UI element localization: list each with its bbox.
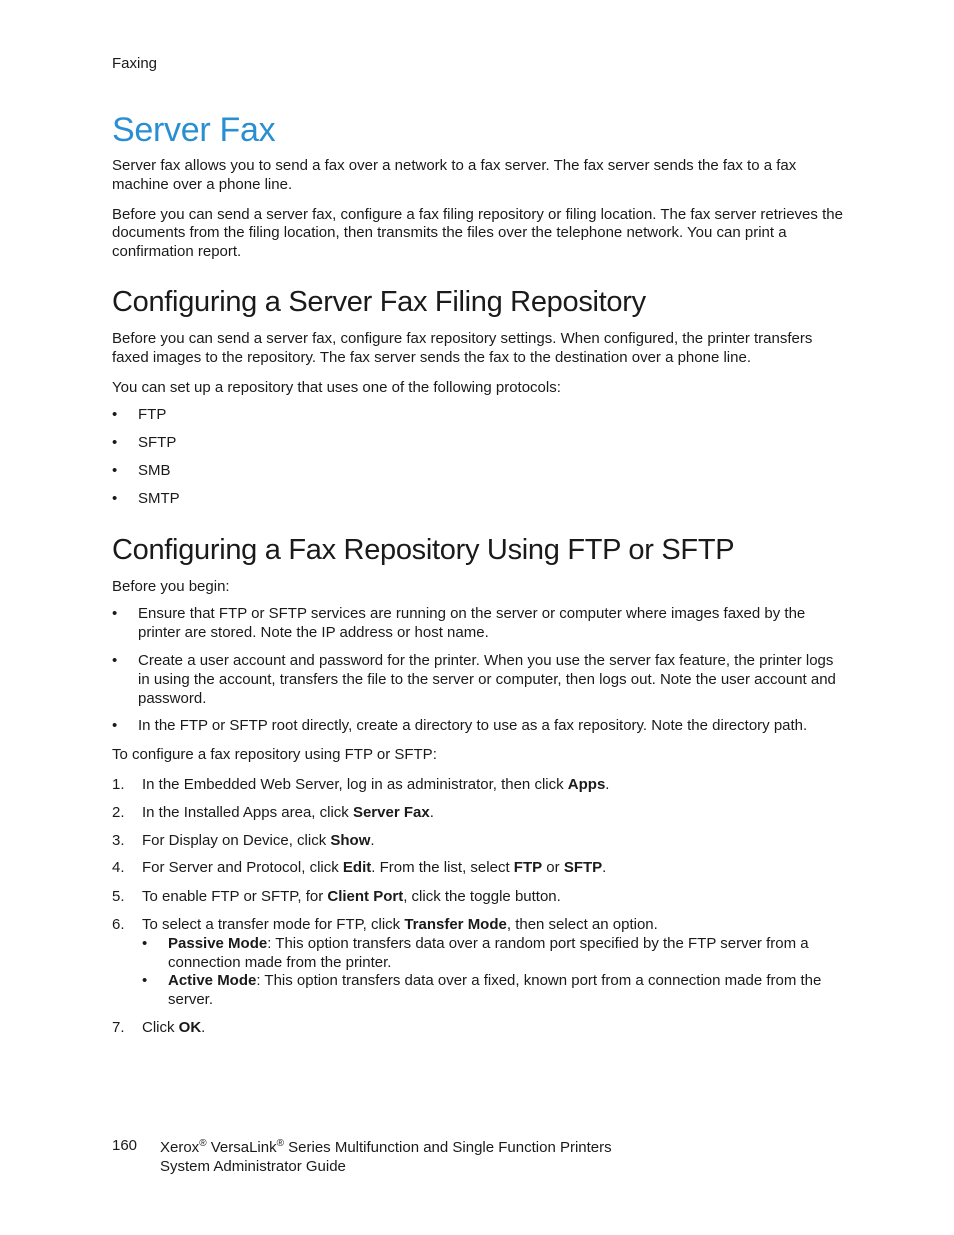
step-number: 5. [112, 888, 125, 906]
intro-paragraph-2: Before you can send a server fax, configure a fax filing repository or filing location. The fax server retrieves the documents from the filing location, then transmits the files over the telephone network. You can print a confirmation report. [112, 205, 843, 261]
ui-term: Passive Mode [168, 934, 268, 952]
step-text: Click [142, 1018, 179, 1036]
step-text: or [542, 859, 564, 877]
intro-paragraph-1: Server fax allows you to send a fax over a network to a fax server. The fax server sends the fax to a fax machine over a phone line. [112, 157, 797, 193]
step-number: 2. [112, 803, 125, 821]
list-item-prereq: • Ensure that FTP or SFTP services are running on the server or computer where images faxed by the printer are stored. Note the IP address or host name. [112, 605, 847, 643]
list-item-protocol: • SMB [112, 462, 847, 481]
before-you-begin: Before you begin: [112, 577, 230, 595]
mode-description: : This option transfers data over a random port specified by the FTP server from a connection made from the printer. [168, 934, 809, 971]
ui-term: OK [178, 1018, 202, 1036]
step-text: For Server and Protocol, click [142, 859, 343, 877]
step-text: . [201, 1018, 206, 1036]
registered-mark: ® [276, 1138, 284, 1149]
running-header: Faxing [112, 55, 158, 72]
list-item-mode [142, 935, 847, 973]
step-item [112, 1019, 847, 1038]
page-number: 160 [112, 1137, 138, 1154]
step-number: 4. [112, 859, 125, 877]
transfer-mode-list [142, 935, 847, 1010]
step-item [112, 832, 847, 851]
product-series: Series Multifunction and Single Function Printers [283, 1139, 612, 1156]
step-text: For Display on Device, click [142, 831, 331, 849]
step-number: 7. [112, 1018, 125, 1036]
step-text: , click the toggle button. [403, 888, 561, 906]
to-configure-intro: To configure a fax repository using FTP or SFTP: [112, 746, 437, 764]
step-item [112, 776, 847, 795]
ui-term: Edit [342, 859, 372, 877]
step-list [112, 776, 847, 1038]
document-title [160, 1138, 612, 1176]
protocol-list [112, 406, 847, 508]
step-text: In the Installed Apps area, click [142, 803, 353, 821]
page-title: Server Fax [112, 111, 276, 149]
ui-term: Active Mode [168, 972, 257, 990]
ui-term: Server Fax [352, 803, 430, 821]
step-text: . [602, 859, 607, 877]
ui-term: Show [330, 831, 371, 849]
ui-term: Transfer Mode [404, 915, 507, 933]
section1-paragraph-1: Before you can send a server fax, configure fax repository settings. When configured, the printer transfers faxed images to the repository. The fax server sends the fax to the destination over a phone line. [112, 329, 813, 366]
ui-term: FTP [513, 859, 543, 877]
section-heading-filing-repository: Configuring a Server Fax Filing Repository [112, 285, 646, 318]
list-item-mode [142, 972, 847, 1010]
ui-term: Apps [567, 775, 606, 793]
step-text: . [605, 775, 610, 793]
list-item-protocol: • SMTP [112, 490, 847, 509]
step-item [112, 916, 847, 1010]
step-text: . [370, 831, 375, 849]
step-number: 6. [112, 915, 125, 933]
step-text: To select a transfer mode for FTP, click [142, 915, 405, 933]
document-title-line-1 [160, 1138, 612, 1157]
ui-term: Client Port [327, 888, 404, 906]
brand-name: Xerox [160, 1139, 200, 1156]
list-item-protocol: • FTP [112, 406, 847, 425]
document-title-line-2: System Administrator Guide [160, 1158, 346, 1175]
product-name: VersaLink [206, 1139, 277, 1156]
section-heading-ftp-sftp: Configuring a Fax Repository Using FTP or SFTP [112, 533, 735, 566]
step-text: In the Embedded Web Server, log in as administrator, then click [142, 775, 568, 793]
step-number: 3. [112, 831, 125, 849]
step-item [112, 804, 847, 823]
list-item-prereq: • Create a user account and password for the printer. When you use the server fax feature, the printer logs in using the account, transfers the file to the server or computer, then logs out. Note the user account and password. [112, 652, 847, 708]
step-text: To enable FTP or SFTP, for [142, 888, 328, 906]
ui-term: SFTP [563, 859, 603, 877]
list-item-protocol: • SFTP [112, 434, 847, 453]
step-item [112, 888, 847, 907]
registered-mark: ® [199, 1138, 207, 1149]
section1-paragraph-2: You can set up a repository that uses one of the following protocols: [112, 378, 561, 396]
step-text: . From the list, select [371, 859, 514, 877]
step-text: . [429, 803, 434, 821]
prereq-list [112, 605, 847, 736]
page-content [112, 108, 847, 1038]
step-item [112, 859, 847, 878]
step-number: 1. [112, 775, 125, 793]
step-text: , then select an option. [506, 915, 658, 933]
list-item-prereq: • In the FTP or SFTP root directly, create a directory to use as a fax repository. Note the directory path. [112, 717, 847, 736]
mode-description: : This option transfers data over a fixed, known port from a connection made from the server. [168, 972, 822, 1009]
